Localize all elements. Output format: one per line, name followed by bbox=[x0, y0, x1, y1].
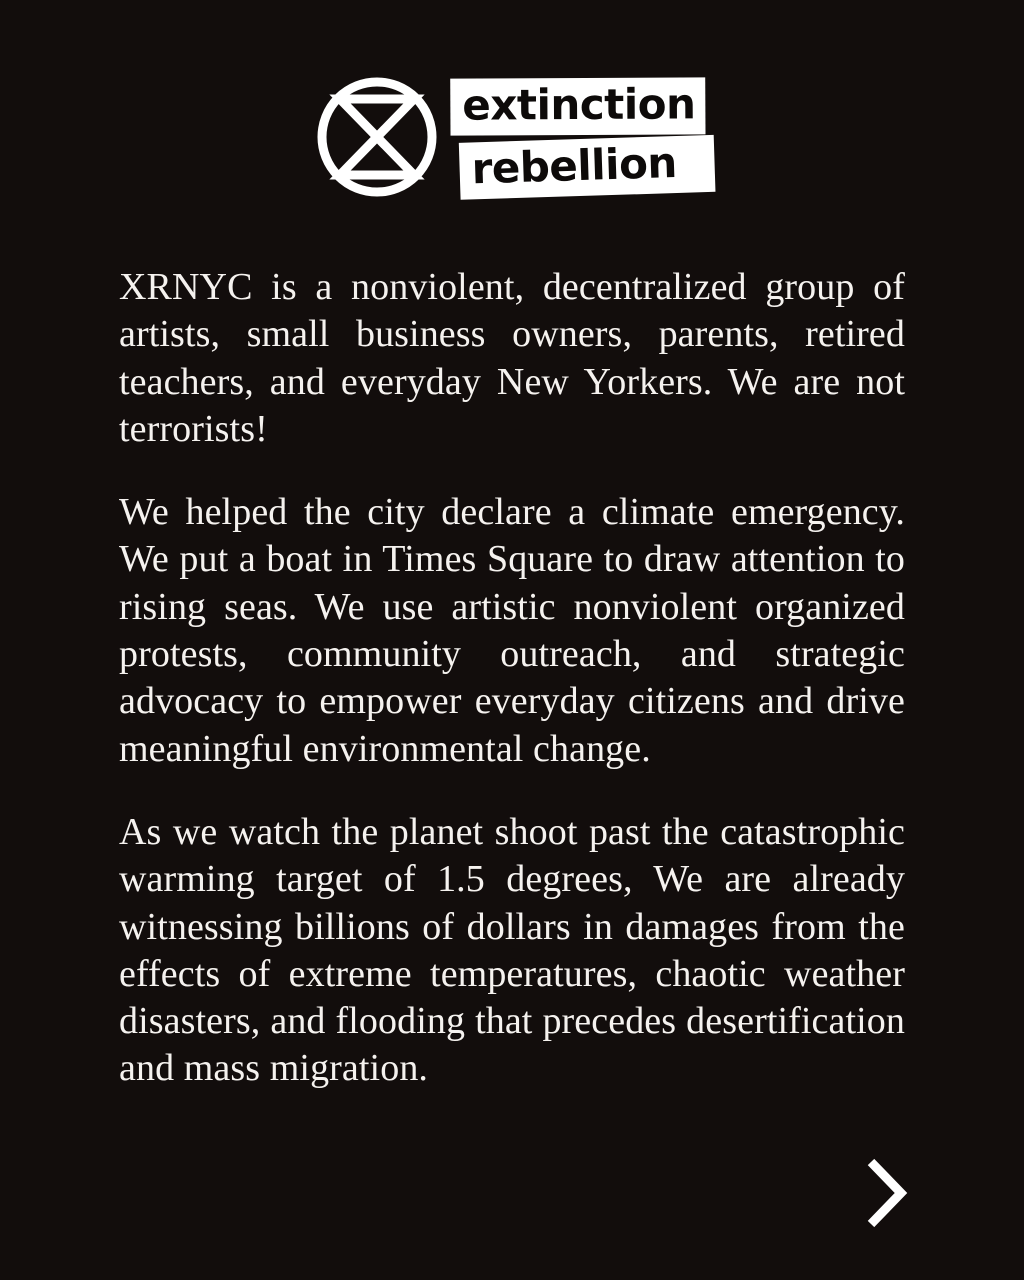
next-slide-button[interactable] bbox=[858, 1154, 912, 1232]
wordmark-line-extinction: extinction bbox=[451, 77, 706, 135]
wordmark-line-rebellion: rebellion bbox=[459, 135, 716, 200]
paragraph-intro: XRNYC is a nonviolent, decentralized group of artists, small business owners, parents, retired teachers, and everyday New Yorkers. We are not terrorists! bbox=[119, 266, 905, 450]
extinction-rebellion-hourglass-icon bbox=[315, 75, 439, 199]
brand-logo bbox=[315, 72, 708, 202]
brand-wordmark bbox=[452, 75, 709, 198]
chevron-right-icon bbox=[861, 1156, 909, 1230]
paragraph-climate: As we watch the planet shoot past the catastrophic warming target of 1.5 degrees, We are already witnessing billions of dollars in damages from the effects of extreme temperatures, chaotic weather disasters, and flooding that precedes desertification and mass migration. bbox=[119, 810, 905, 1090]
paragraph-actions: We helped the city declare a climate emergency. We put a boat in Times Square to draw attention to rising seas. We use artistic nonviolent organized protests, community outreach, and strategic advocacy to empower everyday citizens and drive meaningful environmental change. bbox=[119, 491, 905, 770]
body-copy bbox=[117, 264, 907, 1093]
